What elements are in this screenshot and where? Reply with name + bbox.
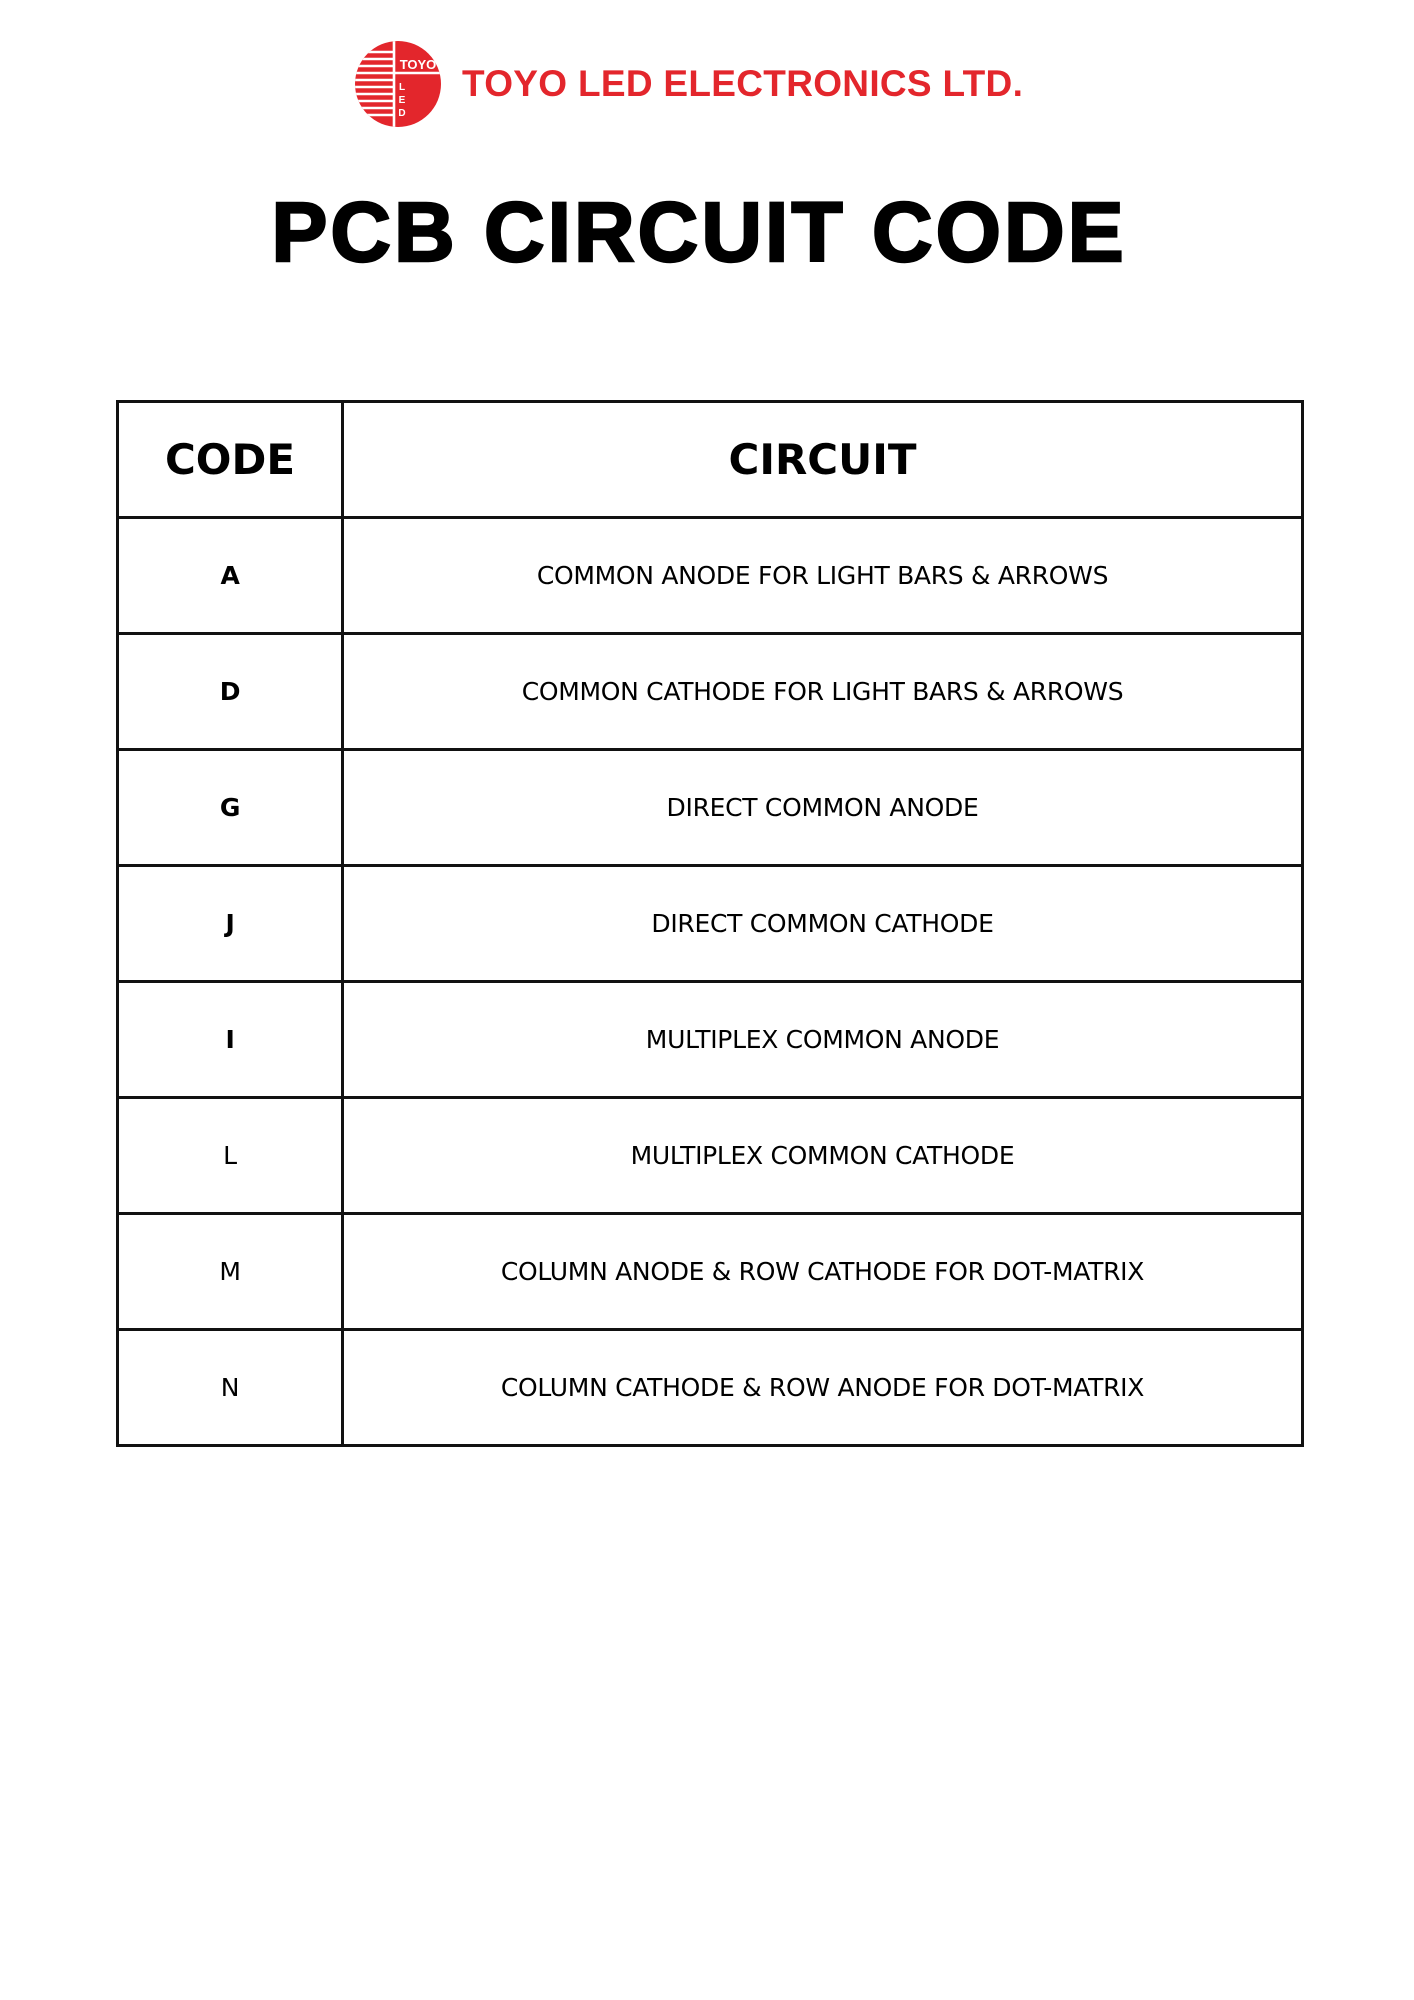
table-row xyxy=(118,518,1303,634)
code-cell: M xyxy=(118,1214,343,1330)
circuit-cell: COLUMN ANODE & ROW CATHODE FOR DOT-MATRIX xyxy=(343,1214,1303,1330)
circuit-cell: DIRECT COMMON ANODE xyxy=(343,750,1303,866)
circuit-cell: COLUMN CATHODE & ROW ANODE FOR DOT-MATRIX xyxy=(343,1330,1303,1446)
logo-text-d: D xyxy=(398,108,406,119)
table-row xyxy=(118,1214,1303,1330)
table-row xyxy=(118,1330,1303,1446)
code-cell: A xyxy=(118,518,343,634)
code-cell: L xyxy=(118,1098,343,1214)
logo-text-l: L xyxy=(398,82,406,93)
company-header xyxy=(354,40,1023,128)
circuit-cell: COMMON ANODE FOR LIGHT BARS & ARROWS xyxy=(343,518,1303,634)
page-title: PCB CIRCUIT CODE xyxy=(271,185,1127,279)
table-row xyxy=(118,750,1303,866)
circuit-cell: MULTIPLEX COMMON ANODE xyxy=(343,982,1303,1098)
code-cell: I xyxy=(118,982,343,1098)
logo-text-top: TOYO xyxy=(399,57,437,72)
table-row xyxy=(118,866,1303,982)
code-cell: N xyxy=(118,1330,343,1446)
table-header-row xyxy=(118,402,1303,518)
circuit-cell: DIRECT COMMON CATHODE xyxy=(343,866,1303,982)
header-circuit: CIRCUIT xyxy=(343,402,1303,518)
circuit-cell: COMMON CATHODE FOR LIGHT BARS & ARROWS xyxy=(343,634,1303,750)
code-cell: D xyxy=(118,634,343,750)
table-row xyxy=(118,982,1303,1098)
circuit-code-table xyxy=(116,400,1304,1447)
logo-text-e: E xyxy=(398,95,406,106)
circuit-cell: MULTIPLEX COMMON CATHODE xyxy=(343,1098,1303,1214)
table-row xyxy=(118,634,1303,750)
toyo-logo-icon xyxy=(354,40,442,128)
code-cell: G xyxy=(118,750,343,866)
code-cell: J xyxy=(118,866,343,982)
company-name: TOYO LED ELECTRONICS LTD. xyxy=(462,63,1024,104)
header-code: CODE xyxy=(118,402,343,518)
table-row xyxy=(118,1098,1303,1214)
